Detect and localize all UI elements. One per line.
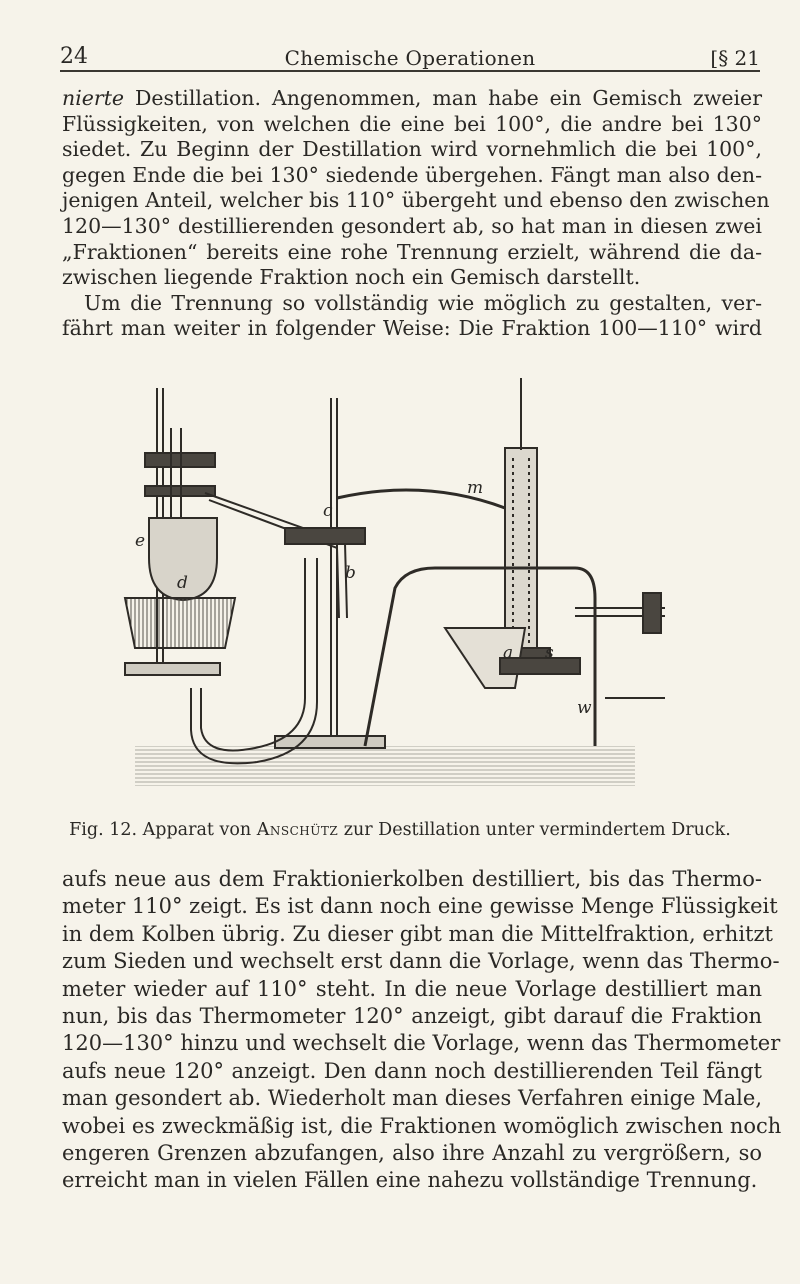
text-line: erreicht man in vielen Fällen eine nahezu vollständige Trennung. bbox=[62, 1168, 758, 1193]
figure-distillation-apparatus bbox=[105, 368, 695, 803]
italic-word: nierte bbox=[62, 86, 125, 110]
text-line: meter wieder auf 110° steht. In die neue Vorlage destilliert man bbox=[62, 976, 762, 1001]
text-line: jenigen Anteil, welcher bis 110° übergeht und ebenso den zwischen bbox=[62, 188, 770, 213]
text-line: Flüssigkeiten, von welchen die eine bei 100°, die andre bei 130° bbox=[62, 111, 762, 136]
text-line: meter 110° zeigt. Es ist dann noch eine gewisse Menge Flüssigkeit bbox=[62, 894, 778, 919]
text-line: nierte Destillation. Angenommen, man habe ein Gemisch zweier bbox=[62, 86, 762, 110]
text-line: zum Sieden und wechselt erst dann die Vorlage, wenn das Thermo- bbox=[62, 949, 780, 974]
middle-stand bbox=[275, 398, 385, 748]
label-d: d bbox=[177, 573, 188, 593]
label-a: a bbox=[503, 643, 514, 663]
paragraph-top bbox=[62, 86, 770, 342]
label-c: c bbox=[323, 501, 333, 521]
author-name: Anschütz bbox=[256, 820, 339, 840]
text-line: wobei es zweckmäßig ist, die Fraktionen womöglich zwischen noch bbox=[62, 1113, 782, 1138]
text-line: „Fraktionen“ bereits eine rohe Trennung erzielt, während die da- bbox=[62, 239, 762, 264]
label-b: b bbox=[345, 563, 356, 583]
text-line: nun, bis das Thermometer 120° anzeigt, gibt darauf die Fraktion bbox=[62, 1004, 762, 1029]
receiver-tube bbox=[191, 558, 317, 763]
running-head bbox=[60, 40, 760, 72]
label-e: e bbox=[135, 531, 146, 551]
label-w: w bbox=[577, 698, 592, 718]
paragraph-bottom bbox=[62, 866, 782, 1195]
text-line: aufs neue 120° anzeigt. Den dann noch destillierenden Teil fängt bbox=[62, 1058, 762, 1083]
water-tap bbox=[575, 593, 665, 698]
label-m: m bbox=[467, 478, 484, 498]
table-shading bbox=[135, 746, 635, 786]
text-line: siedet. Zu Beginn der Destillation wird vornehmlich die bei 100°, bbox=[62, 137, 762, 162]
text-line: 120—130° destillierenden gesondert ab, so hat man in diesen zwei bbox=[62, 213, 762, 238]
label-s: s bbox=[545, 643, 554, 663]
text-line: aufs neue aus dem Fraktionierkolben destilliert, bis das Thermo- bbox=[62, 867, 762, 891]
text-line: engeren Grenzen abzufangen, also ihre Anzahl zu vergrößern, so bbox=[62, 1141, 762, 1166]
running-title: Chemische Operationen bbox=[284, 46, 536, 70]
text-line: zwischen liegende Fraktion noch ein Gemisch darstellt. bbox=[62, 265, 641, 290]
text-line: man gesondert ab. Wiederholt man dieses Verfahren einige Male, bbox=[62, 1086, 762, 1111]
text-line: in dem Kolben übrig. Zu dieser gibt man die Mittelfraktion, erhitzt bbox=[62, 921, 773, 946]
section-number: [§ 21 bbox=[710, 46, 760, 70]
text-line: Um die Trennung so vollständig wie möglich zu gestalten, ver- bbox=[84, 290, 762, 315]
apparatus-engraving bbox=[105, 368, 695, 803]
text-line: gegen Ende die bei 130° siedende übergehen. Fängt man also den- bbox=[62, 162, 762, 187]
text-line: 120—130° hinzu und wechselt die Vorlage, wenn das Thermometer bbox=[62, 1031, 781, 1056]
manometer bbox=[490, 378, 550, 670]
text-line: fährt man weiter in folgender Weise: Die Fraktion 100—110° wird bbox=[62, 316, 762, 341]
figure-caption: Fig. 12. Apparat von Anschütz zur Destillation unter vermindertem Druck. bbox=[69, 820, 731, 840]
page-number: 24 bbox=[60, 44, 88, 69]
